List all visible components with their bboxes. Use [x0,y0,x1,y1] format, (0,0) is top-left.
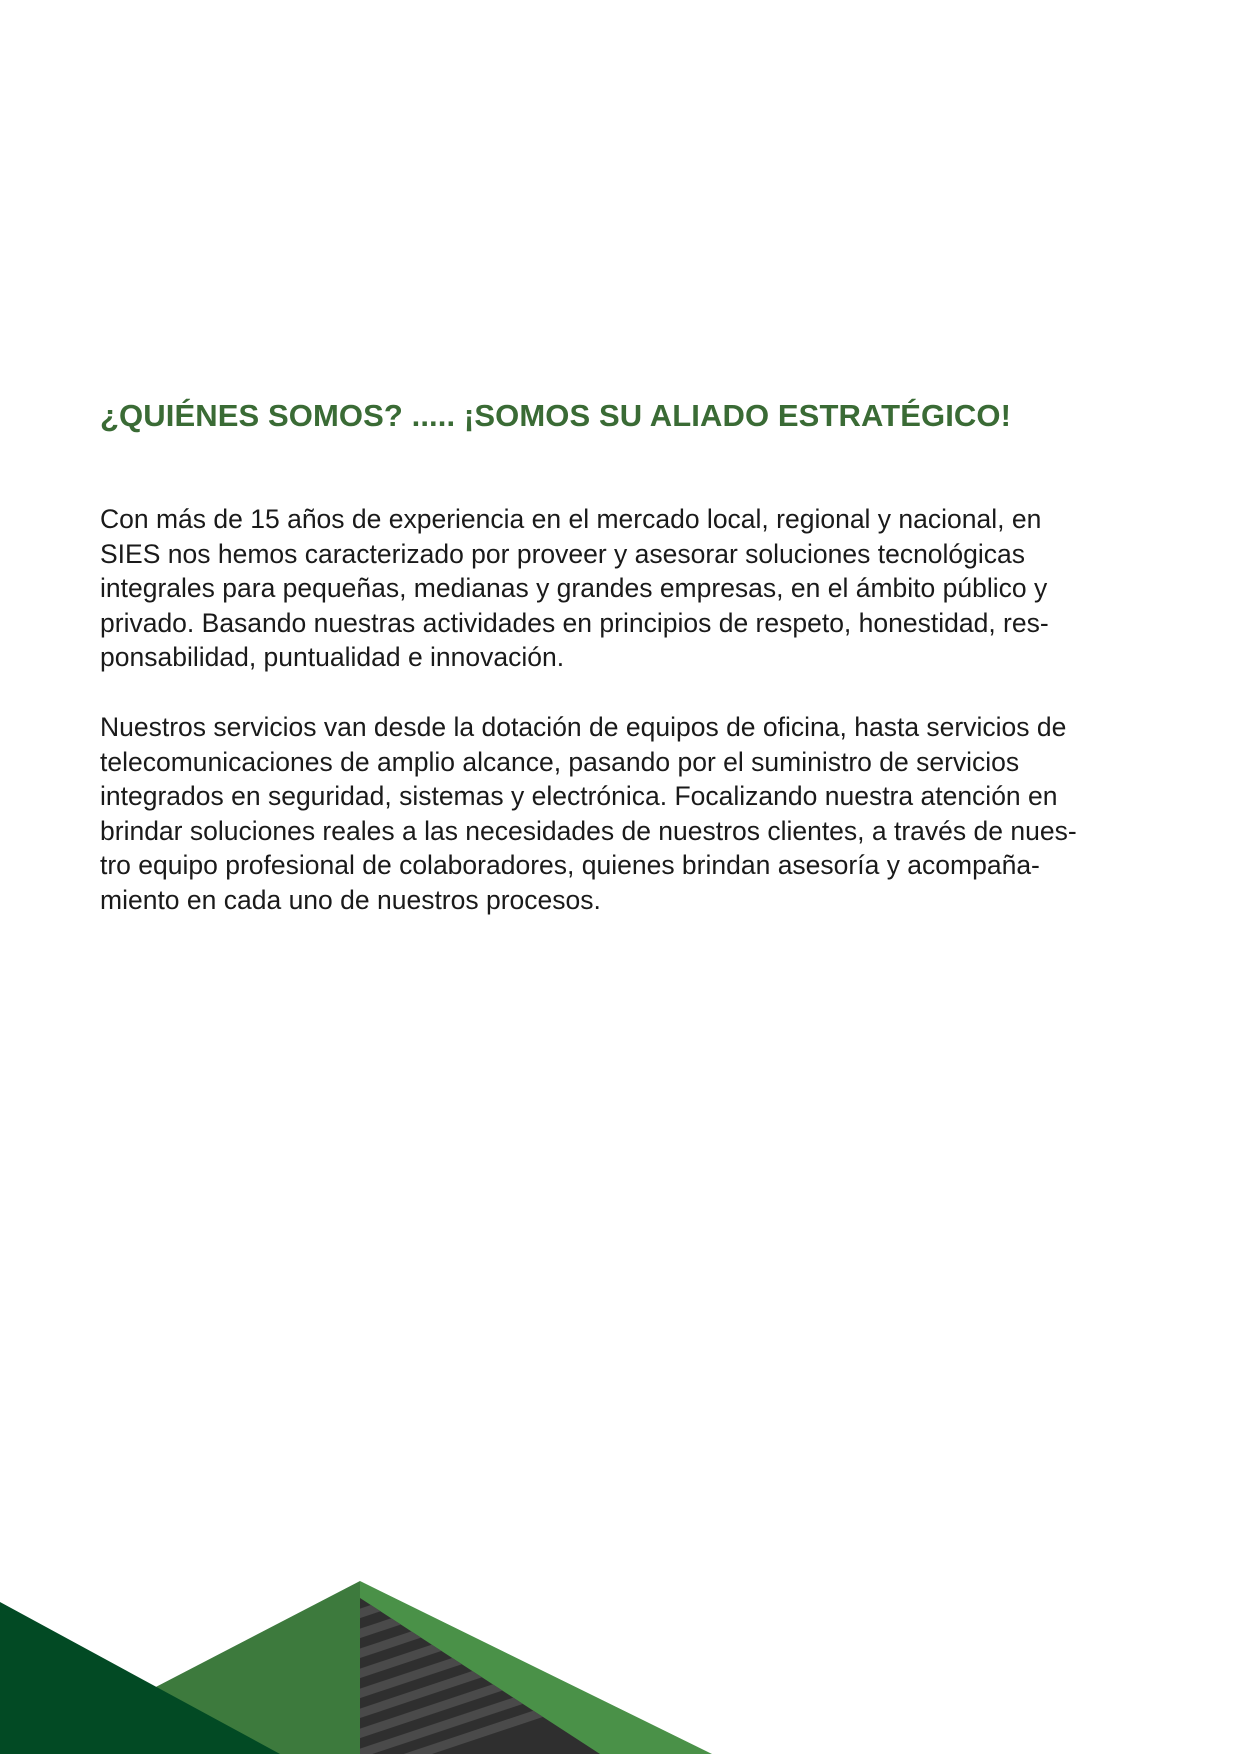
paragraph-line: Con más de 15 años de experiencia en el mercado local, regional y nacional, en [100,504,1042,534]
paragraph-about [100,502,1160,675]
footer-decoration [0,1554,1241,1754]
paragraph-line: tro equipo profesional de colaboradores, quienes brindan asesoría y acompaña- [100,850,1040,881]
paragraph-line: ponsabilidad, puntualidad e innovación. [100,642,565,673]
paragraph-line: integrales para pequeñas, medianas y grandes empresas, en el ámbito público y [100,573,1048,604]
paragraph-line: integrados en seguridad, sistemas y electrónica. Focalizando nuestra atención en [100,781,1058,812]
paragraph-line: brindar soluciones reales a las necesidades de nuestros clientes, a través de nues- [100,815,1077,846]
paragraph-line: telecomunicaciones de amplio alcance, pasando por el suministro de servicios [100,746,1020,777]
paragraph-line: Nuestros servicios van desde la dotación de equipos de oficina, hasta servicios de [100,712,1067,742]
paragraph-line: privado. Basando nuestras actividades en principios de respeto, honestidad, res- [100,607,1049,638]
page-heading: ¿QUIÉNES SOMOS? ..... ¡SOMOS SU ALIADO ESTRATÉGICO! [100,398,1012,433]
paragraph-line: SIES nos hemos caracterizado por proveer y asesorar soluciones tecnológicas [100,538,1026,569]
paragraph-line: miento en cada uno de nuestros procesos. [100,884,601,915]
paragraph-services [100,710,1160,918]
